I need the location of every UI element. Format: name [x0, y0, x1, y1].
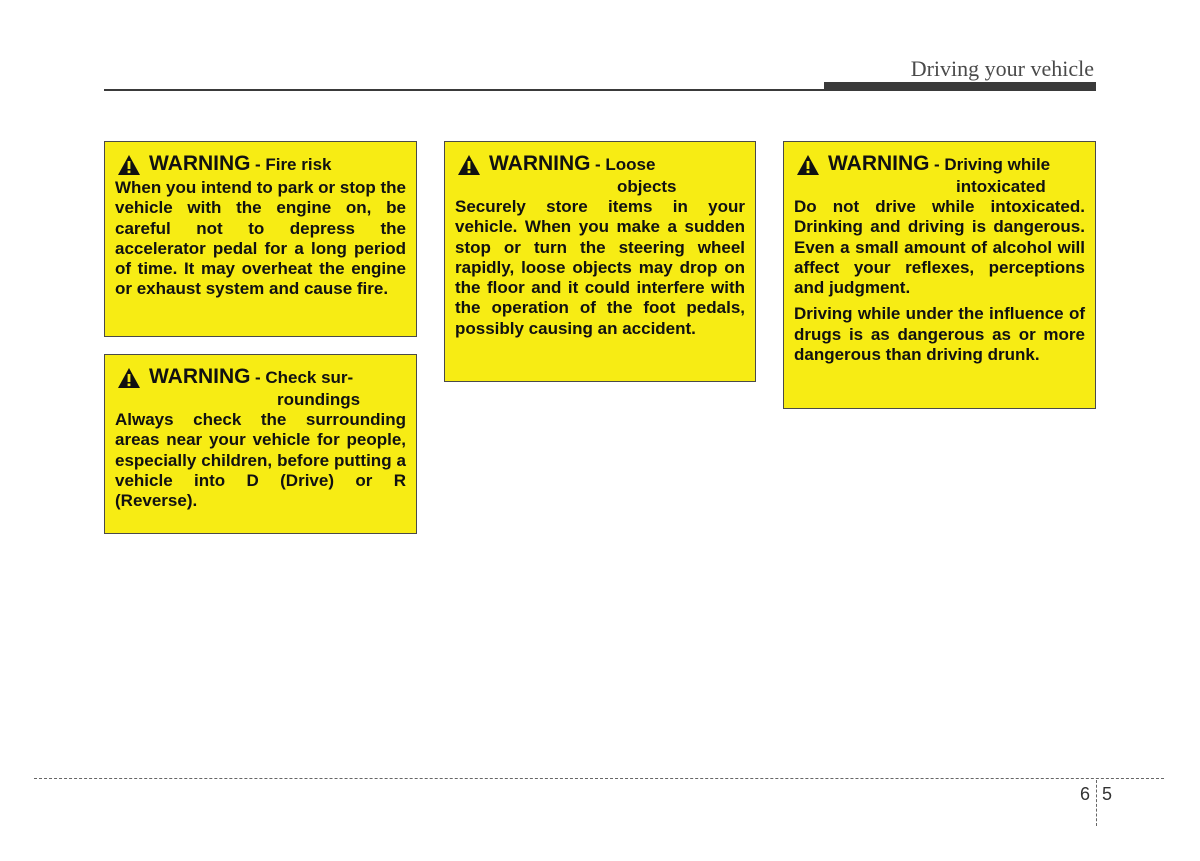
- warning-body: Securely store items in your vehicle. When you make a sudden stop or turn the steering wheel rapidly, loose objects may drop on the floor and it could interfere with the operation of the foot pedals, possibly causing an accident.: [455, 197, 745, 338]
- warning-topic: - Driving while: [933, 155, 1051, 174]
- warning-label: WARNING: [828, 152, 930, 175]
- warning-heading: [115, 152, 406, 176]
- warning-topic-continued: objects: [617, 177, 677, 196]
- warning-topic: - Check sur-: [254, 368, 354, 387]
- warning-body: When you intend to park or stop the vehicle with the engine on, be careful not to depress the accelerator pedal for a long period of time. It may overheat the engine or exhaust system and cause fire.: [115, 178, 406, 299]
- warning-label: WARNING: [149, 365, 251, 388]
- header-bar: [824, 82, 1096, 91]
- warning-label: WARNING: [149, 152, 251, 175]
- header-rule: [104, 89, 824, 91]
- warning-topic-continued: roundings: [277, 390, 361, 409]
- warning-heading: [794, 152, 1085, 197]
- warning-triangle-icon: [117, 367, 141, 389]
- warning-topic-continued: intoxicated: [956, 177, 1046, 196]
- warning-topic: - Loose: [594, 155, 656, 174]
- warning-fire-risk: [104, 141, 417, 337]
- warning-triangle-icon: [796, 154, 820, 176]
- footer-rule: [34, 778, 1164, 779]
- warning-heading: [455, 152, 745, 197]
- warning-driving-intoxicated: [783, 141, 1096, 409]
- warning-body-2: Driving while under the influence of drugs is as dangerous as or more dangerous than driving drunk.: [794, 304, 1085, 365]
- warning-loose-objects: [444, 141, 756, 382]
- page-number-divider: [1096, 780, 1097, 826]
- warning-triangle-icon: [457, 154, 481, 176]
- warning-triangle-icon: [117, 154, 141, 176]
- warning-heading: [115, 365, 406, 410]
- warning-body: Always check the surrounding areas near your vehicle for people, especially children, before putting a vehicle into D (Drive) or R (Reverse).: [115, 410, 406, 511]
- warning-body: Do not drive while intoxicated. Drinking and driving is dangerous. Even a small amount of alcohol will affect your reflexes, perceptions and judgment.: [794, 197, 1085, 298]
- page-number: 5: [1102, 784, 1113, 804]
- section-title: Driving your vehicle: [910, 56, 1094, 81]
- warning-topic: - Fire risk: [254, 155, 332, 174]
- warning-label: WARNING: [489, 152, 591, 175]
- warning-check-surroundings: [104, 354, 417, 534]
- chapter-number: 6: [1080, 784, 1091, 804]
